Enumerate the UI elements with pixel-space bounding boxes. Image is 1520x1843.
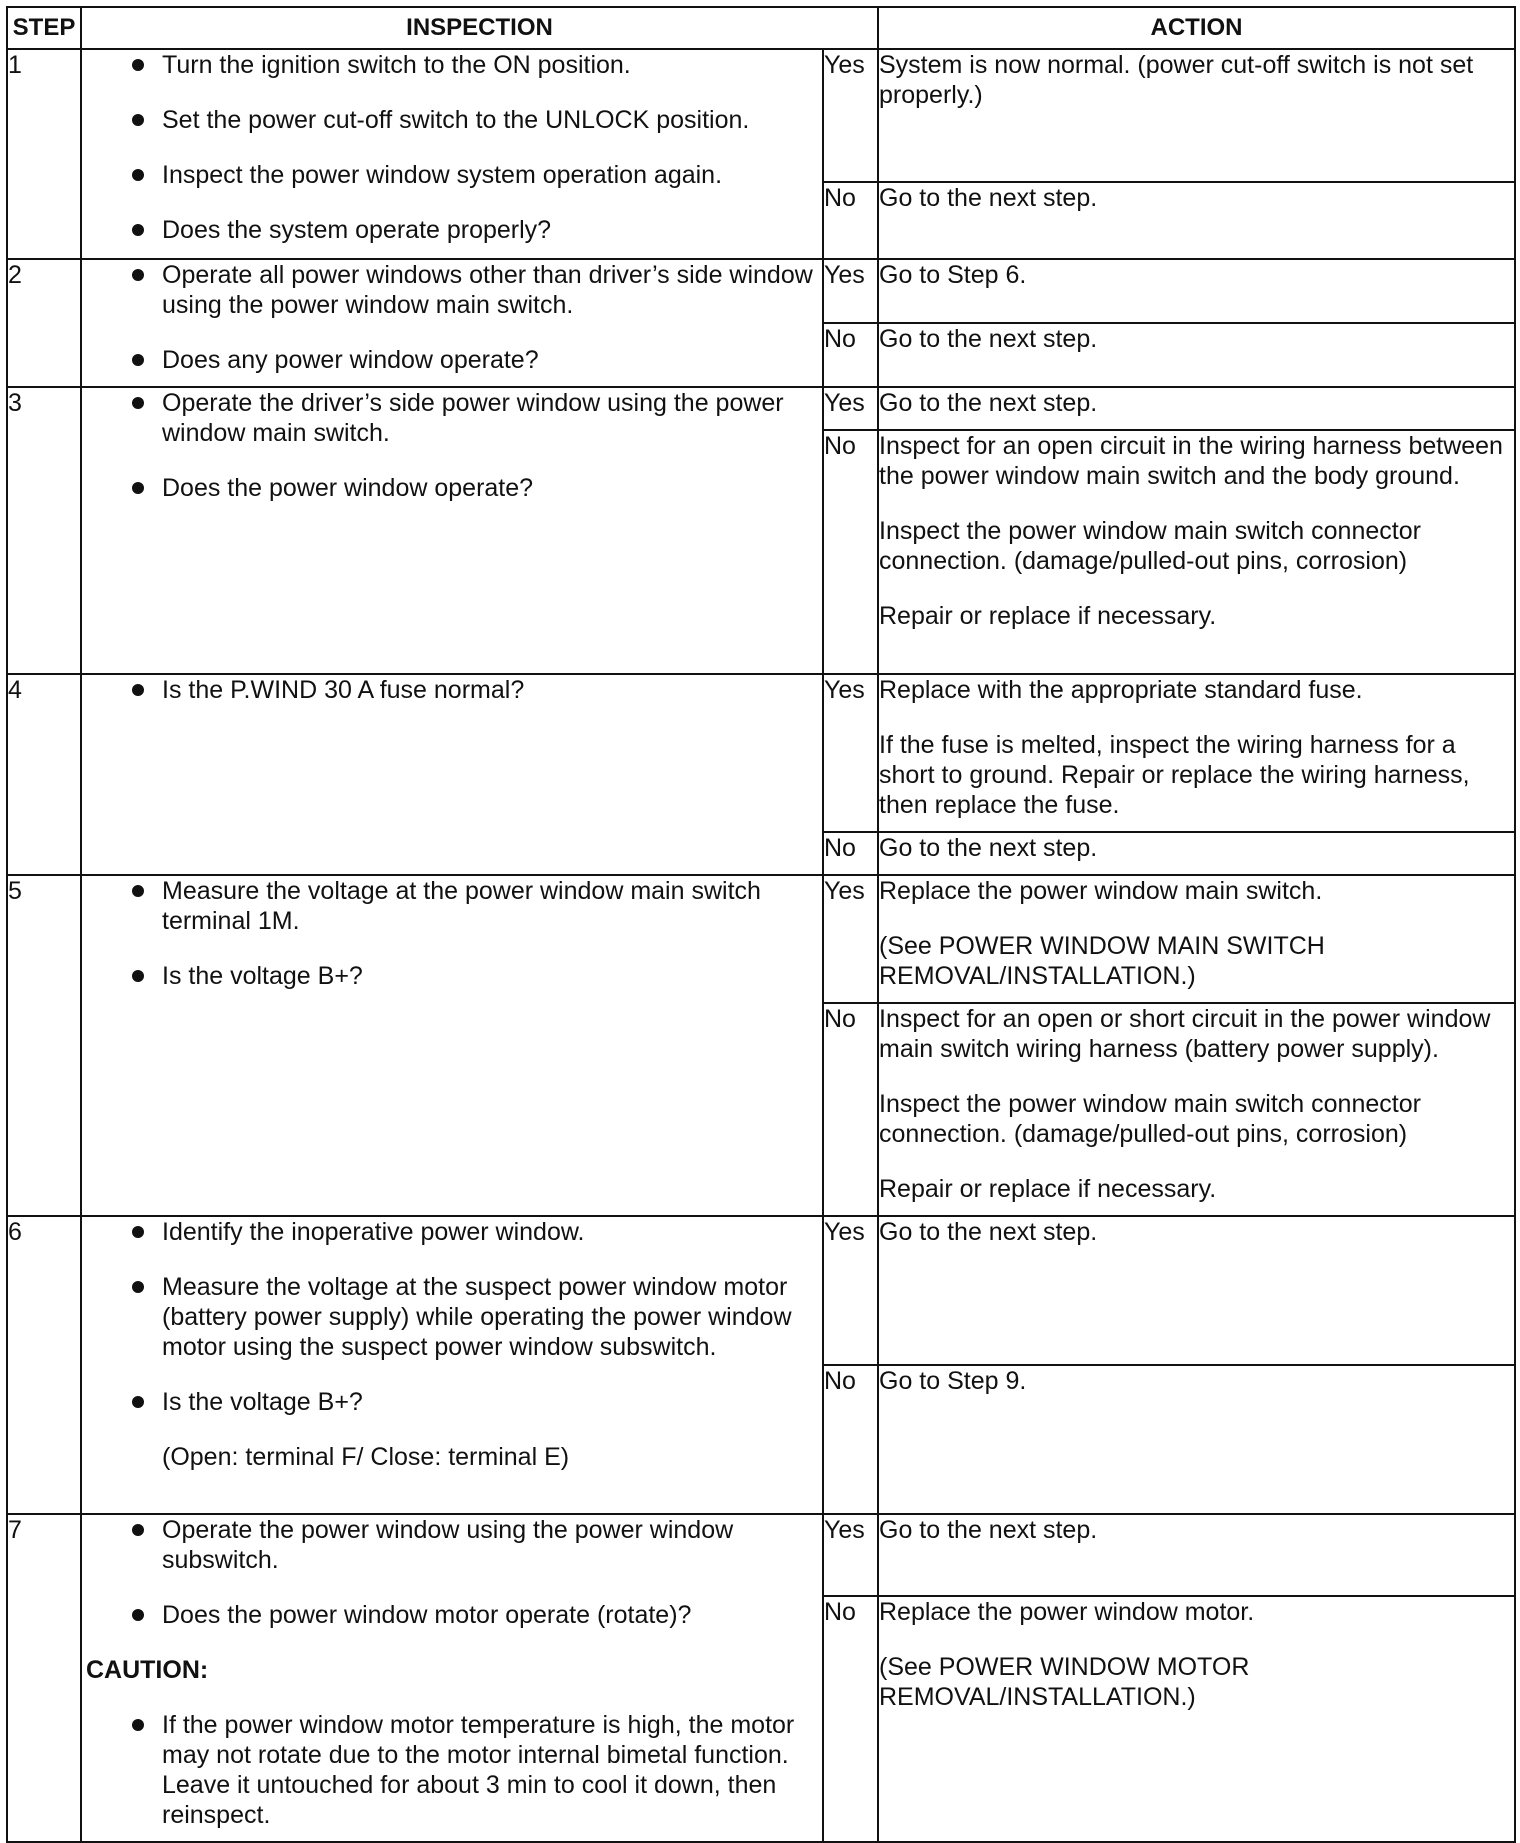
action-no: [878, 1596, 1515, 1842]
no-label: No: [823, 1365, 878, 1514]
inspection-cell: [81, 674, 823, 875]
action-text: Inspect for an open or short circuit in the power window main switch wiring harness (battery power supply).: [879, 1005, 1491, 1063]
inspection-cell: [81, 387, 823, 674]
no-label: No: [823, 430, 878, 674]
yes-label: Yes: [823, 674, 878, 832]
step-number: 5: [7, 875, 81, 1216]
header-inspection: INSPECTION: [81, 7, 878, 49]
table-row: [7, 49, 1515, 182]
action-text: Go to the next step.: [879, 184, 1098, 212]
action-no: [878, 182, 1515, 259]
action-yes: [878, 387, 1515, 430]
inspection-item: Turn the ignition switch to the ON position.: [82, 50, 822, 80]
action-text: Inspect the power window main switch connector connection. (damage/pulled-out pins, corrosion): [879, 517, 1421, 575]
inspection-item: Operate the power window using the power window subswitch.: [82, 1515, 822, 1575]
table-header-row: [7, 7, 1515, 49]
inspection-item: Operate all power windows other than driver’s side window using the power window main switch.: [82, 260, 822, 320]
table-row: [7, 674, 1515, 832]
inspection-item: Set the power cut-off switch to the UNLOCK position.: [82, 105, 822, 135]
inspection-item: Does the power window motor operate (rotate)?: [82, 1600, 822, 1630]
yes-label: Yes: [823, 387, 878, 430]
yes-label: Yes: [823, 259, 878, 323]
action-text: System is now normal. (power cut-off switch is not set properly.): [879, 51, 1474, 109]
step-number: 6: [7, 1216, 81, 1514]
step-number: 2: [7, 259, 81, 387]
no-label: No: [823, 1003, 878, 1216]
action-text: (See POWER WINDOW MOTOR REMOVAL/INSTALLATION.): [879, 1653, 1250, 1711]
action-no: [878, 832, 1515, 875]
inspection-item: Does the system operate properly?: [82, 215, 822, 245]
action-yes: [878, 1514, 1515, 1596]
action-yes: [878, 875, 1515, 1003]
caution-item: If the power window motor temperature is high, the motor may not rotate due to the motor internal bimetal function. Leave it untouched for about 3 min to cool it down, then reinspect.: [82, 1710, 822, 1830]
inspection-item: Identify the inoperative power window.: [82, 1217, 822, 1247]
inspection-item: Operate the driver’s side power window using the power window main switch.: [82, 388, 822, 448]
step-number: 3: [7, 387, 81, 674]
action-text: Go to Step 6.: [879, 261, 1027, 289]
step-number: 4: [7, 674, 81, 875]
no-label: No: [823, 1596, 878, 1842]
inspection-item: Is the voltage B+?: [82, 1387, 822, 1417]
step-number: 7: [7, 1514, 81, 1842]
caution-label: CAUTION:: [86, 1656, 209, 1684]
action-no: [878, 1365, 1515, 1514]
action-yes: [878, 49, 1515, 182]
table-row: [7, 259, 1515, 323]
inspection-item: Is the voltage B+?: [82, 961, 822, 991]
inspection-cell: [81, 49, 823, 259]
action-yes: [878, 1216, 1515, 1365]
action-text: Replace the power window motor.: [879, 1598, 1255, 1626]
action-text: Replace with the appropriate standard fuse.: [879, 676, 1363, 704]
yes-label: Yes: [823, 49, 878, 182]
inspection-cell: [81, 1216, 823, 1514]
action-text: (See POWER WINDOW MAIN SWITCH REMOVAL/INSTALLATION.): [879, 932, 1325, 990]
action-text: Inspect the power window main switch connector connection. (damage/pulled-out pins, corrosion): [879, 1090, 1421, 1148]
action-yes: [878, 674, 1515, 832]
table-row: [7, 875, 1515, 1003]
action-text: Inspect for an open circuit in the wiring harness between the power window main switch and the body ground.: [879, 432, 1503, 490]
yes-label: Yes: [823, 1514, 878, 1596]
action-no: [878, 430, 1515, 674]
action-text: If the fuse is melted, inspect the wiring harness for a short to ground. Repair or replace the wiring harness, then replace the fuse.: [879, 731, 1470, 819]
action-text: Go to Step 9.: [879, 1367, 1027, 1395]
header-step: STEP: [7, 7, 81, 49]
table-row: [7, 387, 1515, 430]
inspection-cell: [81, 1514, 823, 1842]
diagnostic-table: [6, 6, 1516, 1843]
action-text: Go to the next step.: [879, 1218, 1098, 1246]
action-text: Repair or replace if necessary.: [879, 602, 1217, 630]
action-text: Go to the next step.: [879, 389, 1098, 417]
action-no: [878, 1003, 1515, 1216]
inspection-note: (Open: terminal F/ Close: terminal E): [162, 1443, 570, 1471]
table-row: [7, 1216, 1515, 1365]
yes-label: Yes: [823, 1216, 878, 1365]
inspection-cell: [81, 875, 823, 1216]
inspection-item: Measure the voltage at the suspect power window motor (battery power supply) while operating the power window motor using the suspect power window subswitch.: [82, 1272, 822, 1362]
action-yes: [878, 259, 1515, 323]
action-text: Go to the next step.: [879, 325, 1098, 353]
step-number: 1: [7, 49, 81, 259]
inspection-cell: [81, 259, 823, 387]
no-label: No: [823, 832, 878, 875]
inspection-item: Is the P.WIND 30 A fuse normal?: [82, 675, 822, 705]
inspection-item: Does any power window operate?: [82, 345, 822, 375]
header-action: ACTION: [878, 7, 1515, 49]
action-text: Replace the power window main switch.: [879, 877, 1323, 905]
action-text: Go to the next step.: [879, 1516, 1098, 1544]
no-label: No: [823, 182, 878, 259]
action-no: [878, 323, 1515, 387]
action-text: Repair or replace if necessary.: [879, 1175, 1217, 1203]
inspection-item: Inspect the power window system operation again.: [82, 160, 822, 190]
inspection-item: Does the power window operate?: [82, 473, 822, 503]
yes-label: Yes: [823, 875, 878, 1003]
inspection-item: Measure the voltage at the power window main switch terminal 1M.: [82, 876, 822, 936]
table-row: [7, 1514, 1515, 1596]
no-label: No: [823, 323, 878, 387]
action-text: Go to the next step.: [879, 834, 1098, 862]
